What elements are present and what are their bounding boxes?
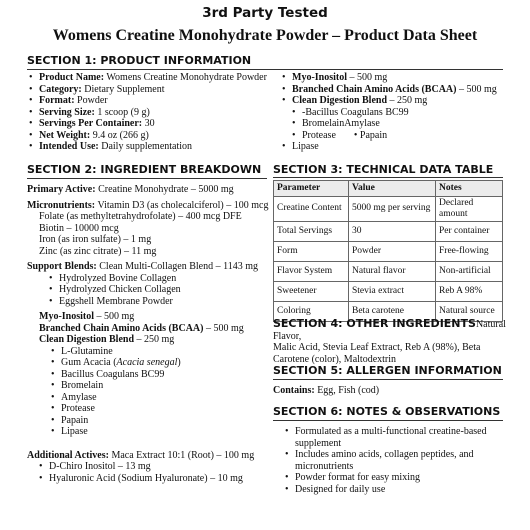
third-party-tested-label: 3rd Party Tested xyxy=(202,5,328,21)
table-cell: Sweetener xyxy=(274,281,349,301)
micronutrient-item: Folate (as methyltetrahydrofolate) – 400 mcg DFE xyxy=(39,211,242,222)
table-cell: 30 xyxy=(349,221,436,241)
note-item: • Designed for daily use xyxy=(295,484,508,496)
note-item: • Powder format for easy mixing xyxy=(295,472,508,484)
collagen-item: • Hydrolyzed Bovine Collagen xyxy=(59,273,272,285)
s2-bcaa-line: Branched Chain Amino Acids (BCAA) – 500 mg xyxy=(39,322,244,334)
micronutrients-list xyxy=(27,211,272,257)
collagen-item: • Hydrolyzed Chicken Collagen xyxy=(59,284,272,296)
other-ingredients-inline: Natural Flavor, xyxy=(273,319,506,342)
primary-active-line: Primary Active: Creatine Monohydrate – 5000 mg xyxy=(27,184,234,195)
table-cell: Total Servings xyxy=(274,221,349,241)
technical-data-table xyxy=(273,180,503,322)
clean-blend-item: • Protease xyxy=(61,403,272,415)
section2-heading: SECTION 2: INGREDIENT BREAKDOWN xyxy=(27,163,262,176)
table-row xyxy=(274,221,503,241)
clean-blend-item: • Amylase xyxy=(61,392,272,404)
table-header-cell: Parameter xyxy=(274,181,349,197)
table-cell: Stevia extract xyxy=(349,281,436,301)
table-cell: Coloring xyxy=(274,301,349,321)
note-item: • Formulated as a multi-functional creatine-based supplement xyxy=(295,426,508,449)
table-cell: Beta carotene xyxy=(349,301,436,321)
notes-list-block xyxy=(283,426,508,495)
document-title: Womens Creatine Monohydrate Powder – Product Data Sheet xyxy=(52,27,478,44)
table-cell: Reb A 98% xyxy=(436,281,503,301)
section1-right-list xyxy=(280,72,510,153)
clean-blend-item: • Lipase xyxy=(61,426,272,438)
micronutrient-item: Zinc (as zinc citrate) – 11 mg xyxy=(39,245,157,257)
product-info-item: • Category: Dietary Supplement xyxy=(39,84,277,96)
clean-blend-item: • Bacillus Coagulans BC99 xyxy=(61,369,272,381)
section6-heading: SECTION 6: NOTES & OBSERVATIONS xyxy=(273,405,501,418)
clean-blend-item: • L-Glutamine xyxy=(61,346,272,358)
section3-heading: SECTION 3: TECHNICAL DATA TABLE xyxy=(273,163,494,176)
table-cell: Per container xyxy=(436,221,503,241)
additional-actives-line: Additional Actives: Maca Extract 10:1 (Root) – 100 mg xyxy=(27,449,255,461)
table-row xyxy=(274,261,503,281)
table-row xyxy=(274,197,503,222)
s2-myo-line: Myo-Inositol – 500 mg xyxy=(39,311,135,322)
product-info-item: • Serving Size: 1 scoop (9 g) xyxy=(39,107,277,119)
product-info-item: • Format: Powder xyxy=(39,95,277,107)
section2-body xyxy=(27,184,272,484)
section1-heading: SECTION 1: PRODUCT INFORMATION xyxy=(27,54,252,67)
s1-lipase-item: • Lipase xyxy=(292,141,510,153)
section5-rule xyxy=(273,379,503,380)
s2-clean-blend-line: Clean Digestion Blend – 250 mg xyxy=(39,334,175,345)
additional-active-item: • D-Chiro Inositol – 13 mg xyxy=(49,461,272,473)
table-header-row xyxy=(274,181,503,197)
clean-blend-item: • Bromelain xyxy=(61,380,272,392)
section5-heading: SECTION 5: ALLERGEN INFORMATION xyxy=(273,364,502,377)
table-cell: Natural flavor xyxy=(349,261,436,281)
section6-rule xyxy=(273,420,503,421)
clean-blend-item: • Gum Acacia (Acacia senegal) xyxy=(61,357,272,369)
section1-left-list xyxy=(27,72,277,153)
s1-myo-item: • Myo-Inositol – 500 mg xyxy=(292,72,510,84)
section2-rule xyxy=(27,178,267,179)
allergen-line: Contains: Egg, Fish (cod) xyxy=(273,385,380,396)
product-info-item: • Net Weight: 9.4 oz (266 g) xyxy=(39,130,277,142)
table-cell: Declared amount xyxy=(436,197,503,222)
s1-blend-pair: • Protease • Papain xyxy=(302,130,510,142)
table-cell: 5000 mg per serving xyxy=(349,197,436,222)
additional-active-item: • Hyaluronic Acid (Sodium Hyaluronate) – 10 mg xyxy=(49,473,272,485)
collagen-item: • Eggshell Membrane Powder xyxy=(59,296,272,308)
table-cell: Natural source xyxy=(436,301,503,321)
product-info-item: • Servings Per Container: 30 xyxy=(39,118,277,130)
micronutrient-item: Biotin – 10000 mcg xyxy=(39,222,119,234)
table-cell: Form xyxy=(274,241,349,261)
other-ingredients-text: Malic Acid, Stevia Leaf Extract, Reb A (98%), Beta Carotene (color), Maltodextrin xyxy=(273,342,481,365)
table-cell: Creatine Content xyxy=(274,197,349,222)
section3-rule xyxy=(273,177,503,178)
table-cell: Non-artificial xyxy=(436,261,503,281)
micronutrients-line: Micronutrients: Vitamin D3 (as cholecalciferol) – 100 mcg xyxy=(27,199,269,211)
s1-clean-blend-item: • Clean Digestion Blend – 250 mg xyxy=(292,95,510,107)
table-cell: Powder xyxy=(349,241,436,261)
s1-blend-sub-item: • -Bacillus Coagulans BC99 xyxy=(302,107,510,119)
table-cell: Free-flowing xyxy=(436,241,503,261)
product-info-item: • Product Name: Womens Creatine Monohydrate Powder xyxy=(39,72,277,84)
support-blends-line: Support Blends: Clean Multi-Collagen Blend – 1143 mg xyxy=(27,261,259,272)
section1-rule xyxy=(27,69,503,70)
note-item: • Includes amino acids, collagen peptides, and micronutrients xyxy=(295,449,508,472)
table-row xyxy=(274,281,503,301)
s1-blend-sub-item: • BromelainAmylase xyxy=(302,118,510,130)
clean-blend-item: • Papain xyxy=(61,415,272,427)
section4-heading: SECTION 4: OTHER INGREDIENTS xyxy=(273,317,476,330)
product-info-item: • Intended Use: Daily supplementation xyxy=(39,141,277,153)
micronutrient-item: Iron (as iron sulfate) – 1 mg xyxy=(39,234,152,245)
table-row xyxy=(274,241,503,261)
table-cell: Flavor System xyxy=(274,261,349,281)
s1-bcaa-item: • Branched Chain Amino Acids (BCAA) – 500 mg xyxy=(292,84,510,96)
table-header-cell: Value xyxy=(349,181,436,197)
table-header-cell: Notes xyxy=(436,181,503,197)
section4-block xyxy=(273,318,513,365)
